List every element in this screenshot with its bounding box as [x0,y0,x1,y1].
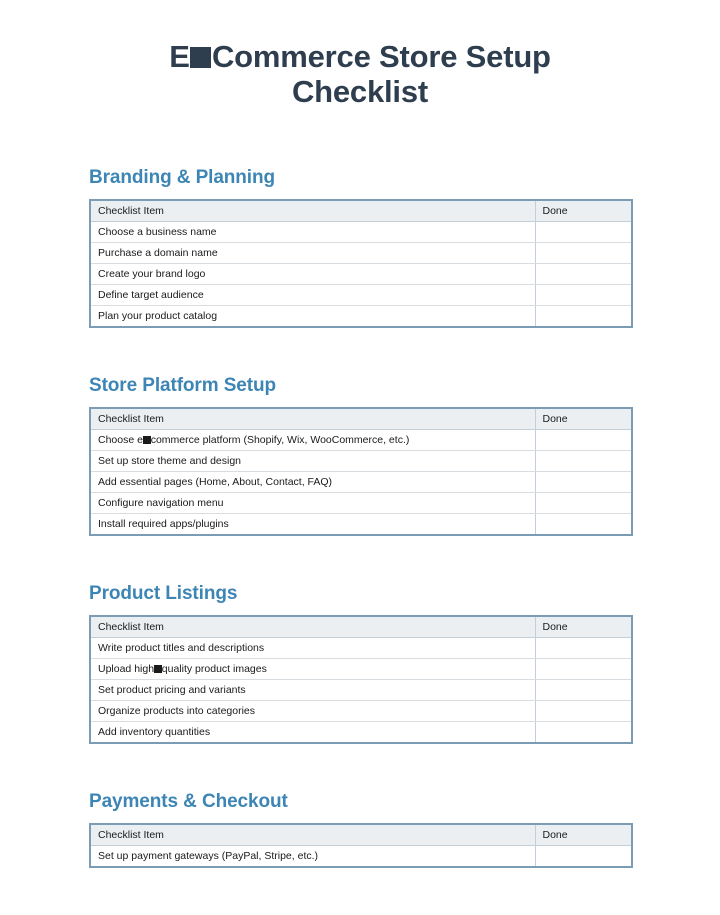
table-header-row [90,200,632,222]
page-title-prefix: E [169,39,190,74]
checklist-table-product-listings [89,615,633,744]
checklist-item-label: Install required apps/plugins [90,514,535,536]
table-row [90,722,632,744]
table-row [90,701,632,722]
checklist-item-prefix: Upload high [98,663,155,676]
document-content [0,167,720,868]
column-header-checklist-item: Checklist Item [90,408,535,430]
checklist-item-label: Create your brand logo [90,264,535,285]
missing-glyph-icon [190,47,211,68]
table-row [90,680,632,701]
section-product-listings [89,583,720,744]
done-checkbox-cell[interactable] [535,514,632,536]
checklist-table-store-platform-setup [89,407,633,536]
table-row [90,306,632,328]
done-checkbox-cell[interactable] [535,680,632,701]
column-header-done: Done [535,408,632,430]
done-checkbox-cell[interactable] [535,430,632,451]
table-header-row [90,824,632,846]
page-title [0,0,720,109]
page-title-line-1 [169,39,551,74]
table-row [90,514,632,536]
checklist-item-prefix: Choose e [98,434,143,447]
table-row [90,222,632,243]
done-checkbox-cell[interactable] [535,264,632,285]
section-store-platform-setup [89,375,720,536]
table-row [90,451,632,472]
column-header-checklist-item: Checklist Item [90,616,535,638]
done-checkbox-cell[interactable] [535,493,632,514]
table-row [90,243,632,264]
checklist-item-label: Set up payment gateways (PayPal, Stripe, etc.) [90,846,535,868]
column-header-done: Done [535,200,632,222]
done-checkbox-cell[interactable] [535,659,632,680]
page-title-line-2: Checklist [291,73,429,109]
missing-glyph-icon [143,436,151,444]
done-checkbox-cell[interactable] [535,451,632,472]
checklist-item-label: Purchase a domain name [90,243,535,264]
section-heading-payments-checkout: Payments & Checkout [89,791,288,813]
done-checkbox-cell[interactable] [535,222,632,243]
table-header-row [90,616,632,638]
done-checkbox-cell[interactable] [535,701,632,722]
checklist-table-branding-planning [89,199,633,328]
done-checkbox-cell[interactable] [535,285,632,306]
section-heading-product-listings: Product Listings [89,583,238,605]
checklist-table-payments-checkout [89,823,633,868]
done-checkbox-cell[interactable] [535,472,632,493]
checklist-item-label: Choose a business name [90,222,535,243]
section-branding-planning [89,167,720,328]
column-header-checklist-item: Checklist Item [90,200,535,222]
table-row [90,493,632,514]
section-payments-checkout [89,791,720,868]
checklist-item-label: Add inventory quantities [90,722,535,744]
table-header-row [90,408,632,430]
missing-glyph-icon [154,665,162,673]
done-checkbox-cell[interactable] [535,846,632,868]
checklist-item-label: Plan your product catalog [90,306,535,328]
checklist-item-label: Define target audience [90,285,535,306]
table-row [90,264,632,285]
section-heading-branding-planning: Branding & Planning [89,167,275,189]
checklist-item-label [90,430,535,451]
table-row [90,472,632,493]
done-checkbox-cell[interactable] [535,722,632,744]
table-row [90,659,632,680]
checklist-item-label: Organize products into categories [90,701,535,722]
table-row [90,430,632,451]
checklist-item-suffix: quality product images [161,663,267,676]
done-checkbox-cell[interactable] [535,306,632,328]
done-checkbox-cell[interactable] [535,243,632,264]
checklist-item-label: Set product pricing and variants [90,680,535,701]
checklist-item-label [90,659,535,680]
table-row [90,846,632,868]
table-row [90,285,632,306]
table-row [90,638,632,659]
checklist-item-suffix: commerce platform (Shopify, Wix, WooCommerce, etc.) [150,434,410,447]
column-header-done: Done [535,616,632,638]
checklist-item-label: Write product titles and descriptions [90,638,535,659]
checklist-item-label: Add essential pages (Home, About, Contact, FAQ) [90,472,535,493]
column-header-done: Done [535,824,632,846]
checklist-item-label: Configure navigation menu [90,493,535,514]
checklist-item-label: Set up store theme and design [90,451,535,472]
page-title-suffix: Commerce Store Setup [211,39,551,74]
done-checkbox-cell[interactable] [535,638,632,659]
section-heading-store-platform-setup: Store Platform Setup [89,375,276,397]
column-header-checklist-item: Checklist Item [90,824,535,846]
